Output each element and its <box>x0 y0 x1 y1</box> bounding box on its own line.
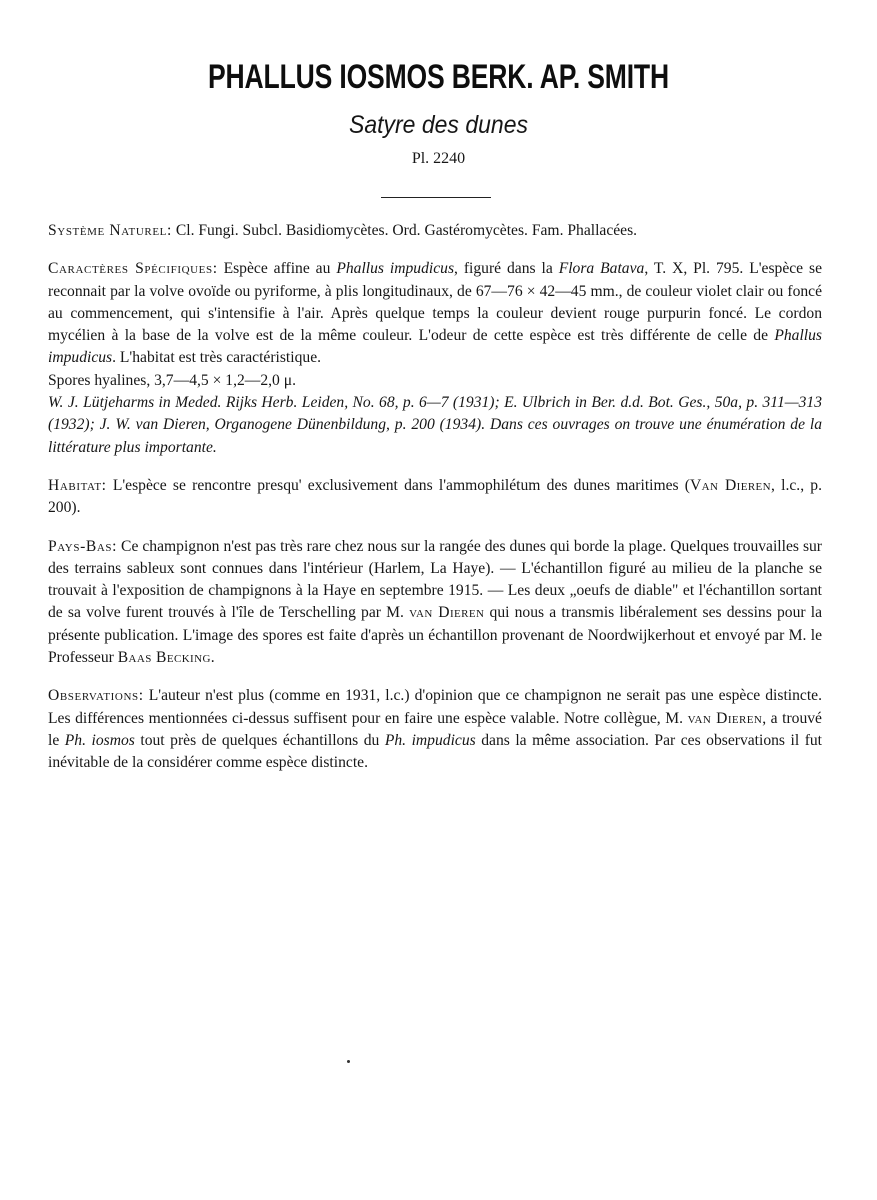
caracteres-work-title: Flora Batava <box>558 260 645 278</box>
caracteres-species-2: Phallus impudicus <box>48 327 822 367</box>
section-label-observations: Observations: <box>48 687 144 705</box>
paysbas-text-3: . <box>210 649 215 667</box>
paysbas-text-1: Ce champignon n'est pas très rare chez nous sur la rangée des dunes qui borde la plage. Quelques trouvailles sur des terrains sableux sont connues dans l'intérieur (Harlem, La Haye). — L'échantillon figuré au milieu de la planche se trouvait à l'exposition de champignons à la Haye en septembre 1915. — Les deux „oeufs de diable" et l'échantillon sortant de sa volve furent trouvés à l'île de Terschelling par M. <box>48 537 822 622</box>
paragraph-caracteres <box>48 258 822 369</box>
observations-text-3: tout près de quelques échantillons du <box>134 731 385 749</box>
observations-text-2: , a trouvé le <box>48 709 822 749</box>
observations-species-2: Ph. impudicus <box>384 731 476 749</box>
section-label-habitat: Habitat: <box>48 476 107 494</box>
title-divider <box>381 197 491 198</box>
caracteres-text-3: , T. X, Pl. 795. L'espèce se reconnait par la volve ovoïde ou pyriforme, à plis longitudinaux, de 67—76 × 42—45 mm., de couleur violet clair ou foncé au commencement, qui s'intensifie à l'air. Après quelque temps la couleur devient rouge purpurin foncé. Le cordon mycélien à la base de la volve est de la même couleur. L'odeur de cette espèce est très différente de celle de <box>48 260 823 345</box>
observations-text-4: dans la même association. Par ces observations il fut inévitable de la considérer comme espèce distincte. <box>48 731 823 772</box>
paragraph-references: W. J. Lütjeharms in Meded. Rijks Herb. Leiden, No. 68, p. 6—7 (1931); E. Ulbrich in Ber. d.d. Bot. Ges., 50a, p. 311—313 (1932); J. W. van Dieren, Organogene Dünenbildung, p. 200 (1934). Dans ces ouvrages on trouve une énumération de la littérature plus importante. <box>48 394 822 456</box>
observations-author: van Dieren <box>687 709 763 727</box>
paysbas-author-1: van Dieren <box>409 604 485 622</box>
page-title: PHALLUS IOSMOS BERK. AP. SMITH <box>208 58 669 96</box>
habitat-author: Van Dieren <box>690 476 772 494</box>
paragraph-systeme-naturel <box>48 220 822 242</box>
systeme-text: Cl. Fungi. Subcl. Basidiomycètes. Ord. Gastéromycètes. Fam. Phallacées. <box>171 222 638 239</box>
habitat-text-1: L'espèce se rencontre presqu' exclusivement dans l'ammophilétum des dunes maritimes ( <box>106 476 691 494</box>
paragraph-habitat <box>48 475 822 520</box>
section-label-pays-bas: Pays-Bas: <box>48 537 118 555</box>
section-label-caracteres: Caractères Spécifiques: <box>48 260 218 278</box>
paragraph-spores: Spores hyalines, 3,7—4,5 × 1,2—2,0 μ. <box>48 371 297 389</box>
paysbas-text-2: qui nous a transmis libéralement ses dessins pour la présente publication. L'image des spores est faite d'après un échantillon provenant de Noordwijkerhout et envoyé par M. le Professeur <box>48 604 822 667</box>
common-name-subtitle: Satyre des dunes <box>348 111 528 139</box>
paragraph-observations <box>48 685 822 774</box>
caracteres-species-1: Phallus impudicus <box>336 260 455 278</box>
observations-species-1: Ph. iosmos <box>64 731 135 749</box>
caracteres-text-4: . L'habitat est très caractéristique. <box>112 349 322 367</box>
document-body <box>48 220 822 775</box>
habitat-text-2: , l.c., p. 200). <box>48 476 822 517</box>
observations-text-1: L'auteur n'est plus (comme en 1931, l.c.) d'opinion que ce champignon ne serait pas une espèce distincte. Les différences mentionnées ci-dessus suffisent pour en faire une espèce valable. Notre collègue, M. <box>48 687 822 727</box>
paragraph-pays-bas <box>48 536 822 670</box>
section-label-systeme-naturel: Système Naturel: <box>48 222 172 239</box>
plate-number: Pl. 2240 <box>411 150 466 167</box>
caracteres-text-2: , figuré dans la <box>454 260 559 278</box>
print-speck <box>347 1060 350 1063</box>
paysbas-author-2: Baas Becking <box>117 649 211 667</box>
caracteres-text-1: Espèce affine au <box>217 260 337 278</box>
